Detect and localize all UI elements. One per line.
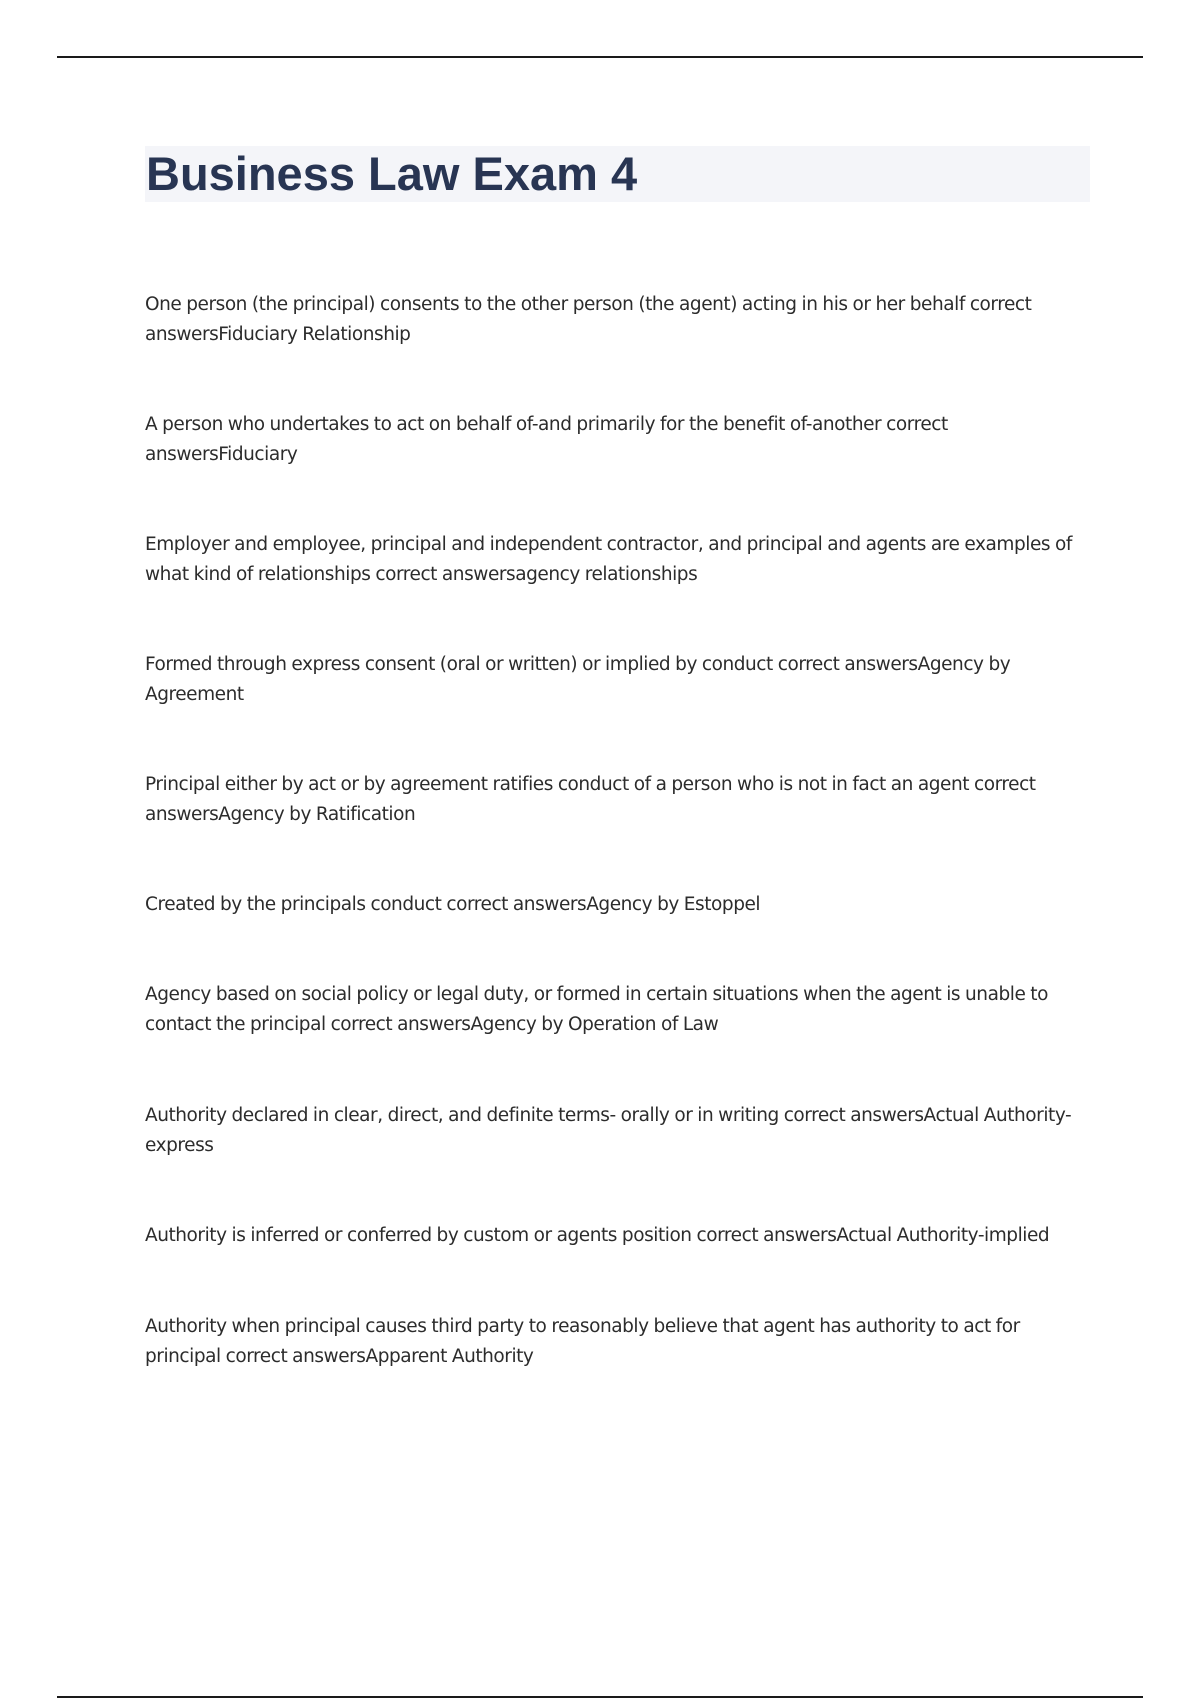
- page-title: Business Law Exam 4: [146, 147, 638, 200]
- qa-item: Formed through express consent (oral or written) or implied by conduct correct answersAgency by Agreement: [145, 654, 1011, 705]
- qa-item: A person who undertakes to act on behalf of-and primarily for the benefit of-another correct answersFiduciary: [145, 414, 948, 465]
- qa-item: Employer and employee, principal and independent contractor, and principal and agents are examples of what kind of relationships correct answersagency relationships: [145, 534, 1072, 585]
- qa-item: Authority when principal causes third party to reasonably believe that agent has authority to act for principal correct answersApparent Authority: [145, 1316, 1020, 1367]
- qa-item: Agency based on social policy or legal duty, or formed in certain situations when the agent is unable to contact the principal correct answersAgency by Operation of Law: [145, 984, 1048, 1035]
- top-rule: [57, 56, 1143, 58]
- qa-item: Principal either by act or by agreement ratifies conduct of a person who is not in fact an agent correct answersAgency by Ratification: [145, 774, 1036, 825]
- qa-item: Authority declared in clear, direct, and definite terms- orally or in writing correct answersActual Authority- express: [145, 1105, 1072, 1156]
- qa-item: Authority is inferred or conferred by custom or agents position correct answersActual Authority-implied: [145, 1225, 1050, 1246]
- qa-item: Created by the principals conduct correct answersAgency by Estoppel: [145, 894, 761, 915]
- bottom-rule: [57, 1696, 1143, 1698]
- qa-item: One person (the principal) consents to the other person (the agent) acting in his or her behalf correct answersFiduciary Relationship: [145, 294, 1032, 345]
